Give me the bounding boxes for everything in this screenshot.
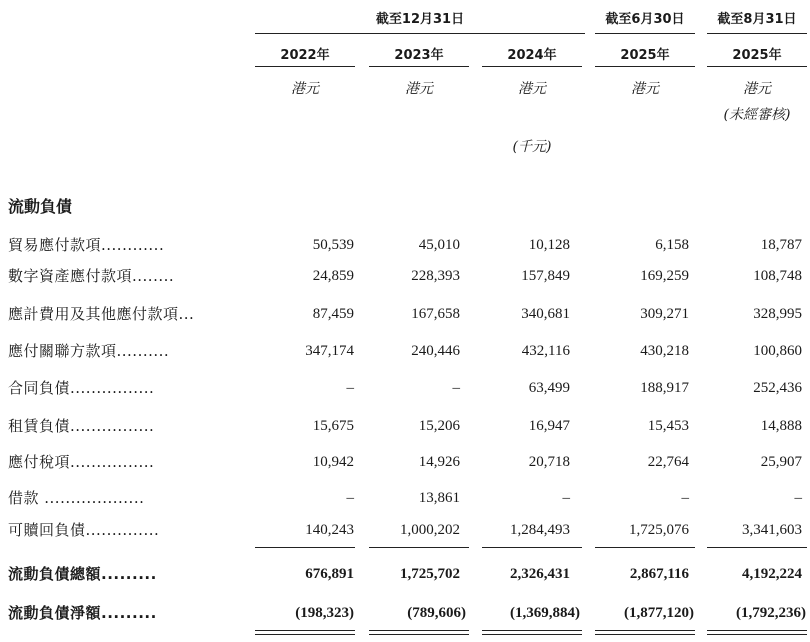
year-header-2022: 2022年 — [280, 48, 330, 63]
subtotal-rule-3 — [482, 547, 582, 548]
group-rule-jun30 — [595, 33, 695, 34]
row-value: 15,206 — [418, 418, 460, 434]
total-value: 2,326,431 — [510, 566, 570, 582]
subtotal-rule-4 — [595, 547, 695, 548]
row-value: 328,995 — [753, 306, 802, 322]
row-value: – — [346, 490, 354, 506]
unit-note: (千元) — [512, 139, 552, 155]
unaudited-note: (未經審核) — [723, 107, 791, 123]
net-label: 流動負債淨額......... — [8, 604, 157, 622]
group-title-aug31: 截至8月31日 — [717, 12, 797, 27]
total-label: 流動負債總額......... — [8, 565, 157, 583]
net-value: (789,606) — [407, 605, 466, 621]
row-value: 167,658 — [411, 306, 460, 322]
double-rule-top-4 — [595, 630, 695, 631]
row-value: – — [346, 380, 354, 396]
double-rule-bottom-1 — [255, 634, 355, 635]
section-title: 流動負債 — [8, 197, 73, 216]
table-row — [0, 411, 810, 441]
row-label: 貿易應付款項............ — [8, 236, 165, 254]
row-label: 應計費用及其他應付款項... — [8, 305, 195, 323]
year-rule-1 — [255, 66, 355, 67]
row-value: 432,116 — [521, 343, 570, 359]
double-rule-top-5 — [707, 630, 807, 631]
net-value: (1,792,236) — [736, 605, 806, 621]
row-value: 16,947 — [528, 418, 570, 434]
row-value: 140,243 — [305, 522, 354, 538]
row-value: 100,860 — [753, 343, 802, 359]
row-value: 87,459 — [312, 306, 354, 322]
double-rule-bottom-5 — [707, 634, 807, 635]
row-value: 188,917 — [640, 380, 689, 396]
table-row — [0, 447, 810, 477]
row-value: 1,000,202 — [400, 522, 460, 538]
year-rule-5 — [707, 66, 807, 67]
row-value: – — [452, 380, 460, 396]
row-value: – — [681, 490, 689, 506]
table-row — [0, 373, 810, 403]
group-rule-dec31 — [255, 33, 585, 34]
total-value: 2,867,116 — [629, 566, 689, 582]
row-value: 22,764 — [647, 454, 689, 470]
row-value: 13,861 — [418, 490, 460, 506]
currency-label-2: 港元 — [405, 81, 433, 97]
row-value: 1,725,076 — [629, 522, 689, 538]
row-value: 45,010 — [418, 237, 460, 253]
row-value: 240,446 — [411, 343, 460, 359]
row-value: 14,926 — [418, 454, 460, 470]
table-row — [0, 230, 810, 260]
double-rule-top-2 — [369, 630, 469, 631]
net-row — [0, 598, 810, 628]
subtotal-rule-2 — [369, 547, 469, 548]
row-label: 合同負債................ — [8, 379, 155, 397]
group-rule-aug31 — [707, 33, 807, 34]
row-value: 169,259 — [640, 268, 689, 284]
group-title-dec31: 截至12月31日 — [375, 12, 465, 27]
row-value: 252,436 — [753, 380, 802, 396]
row-value: 6,158 — [655, 237, 689, 253]
net-value: (1,877,120) — [624, 605, 694, 621]
row-value: 25,907 — [760, 454, 802, 470]
net-value: (198,323) — [295, 605, 354, 621]
row-label: 可贖回負債.............. — [8, 521, 160, 539]
table-row — [0, 299, 810, 329]
year-rule-2 — [369, 66, 469, 67]
year-header-2023: 2023年 — [394, 48, 444, 63]
currency-label-1: 港元 — [291, 81, 319, 97]
subtotal-rule-1 — [255, 547, 355, 548]
total-row — [0, 559, 810, 589]
total-value: 4,192,224 — [742, 566, 802, 582]
row-value: 1,284,493 — [510, 522, 570, 538]
row-value: 108,748 — [753, 268, 802, 284]
row-label: 數字資產應付款項........ — [8, 267, 175, 285]
double-rule-bottom-4 — [595, 634, 695, 635]
year-header-2025-jun: 2025年 — [620, 48, 670, 63]
year-rule-3 — [482, 66, 582, 67]
row-value: 10,128 — [528, 237, 570, 253]
row-value: 309,271 — [640, 306, 689, 322]
row-value: 63,499 — [528, 380, 570, 396]
row-label: 租賃負債................ — [8, 417, 155, 435]
double-rule-bottom-3 — [482, 634, 582, 635]
row-value: 15,675 — [312, 418, 354, 434]
row-value: 340,681 — [521, 306, 570, 322]
row-value: 15,453 — [647, 418, 689, 434]
total-value: 676,891 — [305, 566, 354, 582]
row-value: 347,174 — [305, 343, 354, 359]
table-row — [0, 483, 810, 513]
net-value: (1,369,884) — [510, 605, 580, 621]
row-label: 應付稅項................ — [8, 453, 155, 471]
currency-label-5: 港元 — [743, 81, 771, 97]
group-title-jun30: 截至6月30日 — [605, 12, 685, 27]
year-header-2025-aug: 2025年 — [732, 48, 782, 63]
row-value: 157,849 — [521, 268, 570, 284]
row-label: 借款 ................... — [8, 489, 145, 507]
total-value: 1,725,702 — [400, 566, 460, 582]
subtotal-rule-5 — [707, 547, 807, 548]
row-value: – — [794, 490, 802, 506]
double-rule-top-3 — [482, 630, 582, 631]
row-value: 24,859 — [312, 268, 354, 284]
row-value: 430,218 — [640, 343, 689, 359]
row-value: 14,888 — [760, 418, 802, 434]
row-value: 18,787 — [760, 237, 802, 253]
row-value: 228,393 — [411, 268, 460, 284]
row-value: 20,718 — [528, 454, 570, 470]
table-row — [0, 336, 810, 366]
row-label: 應付關聯方款項.......... — [8, 342, 170, 360]
row-value: 50,539 — [312, 237, 354, 253]
table-row — [0, 515, 810, 545]
year-rule-4 — [595, 66, 695, 67]
row-value: 3,341,603 — [742, 522, 802, 538]
currency-label-4: 港元 — [631, 81, 659, 97]
row-value: – — [562, 490, 570, 506]
double-rule-top-1 — [255, 630, 355, 631]
currency-label-3: 港元 — [518, 81, 546, 97]
row-value: 10,942 — [312, 454, 354, 470]
table-row — [0, 261, 810, 291]
year-header-2024: 2024年 — [507, 48, 557, 63]
double-rule-bottom-2 — [369, 634, 469, 635]
